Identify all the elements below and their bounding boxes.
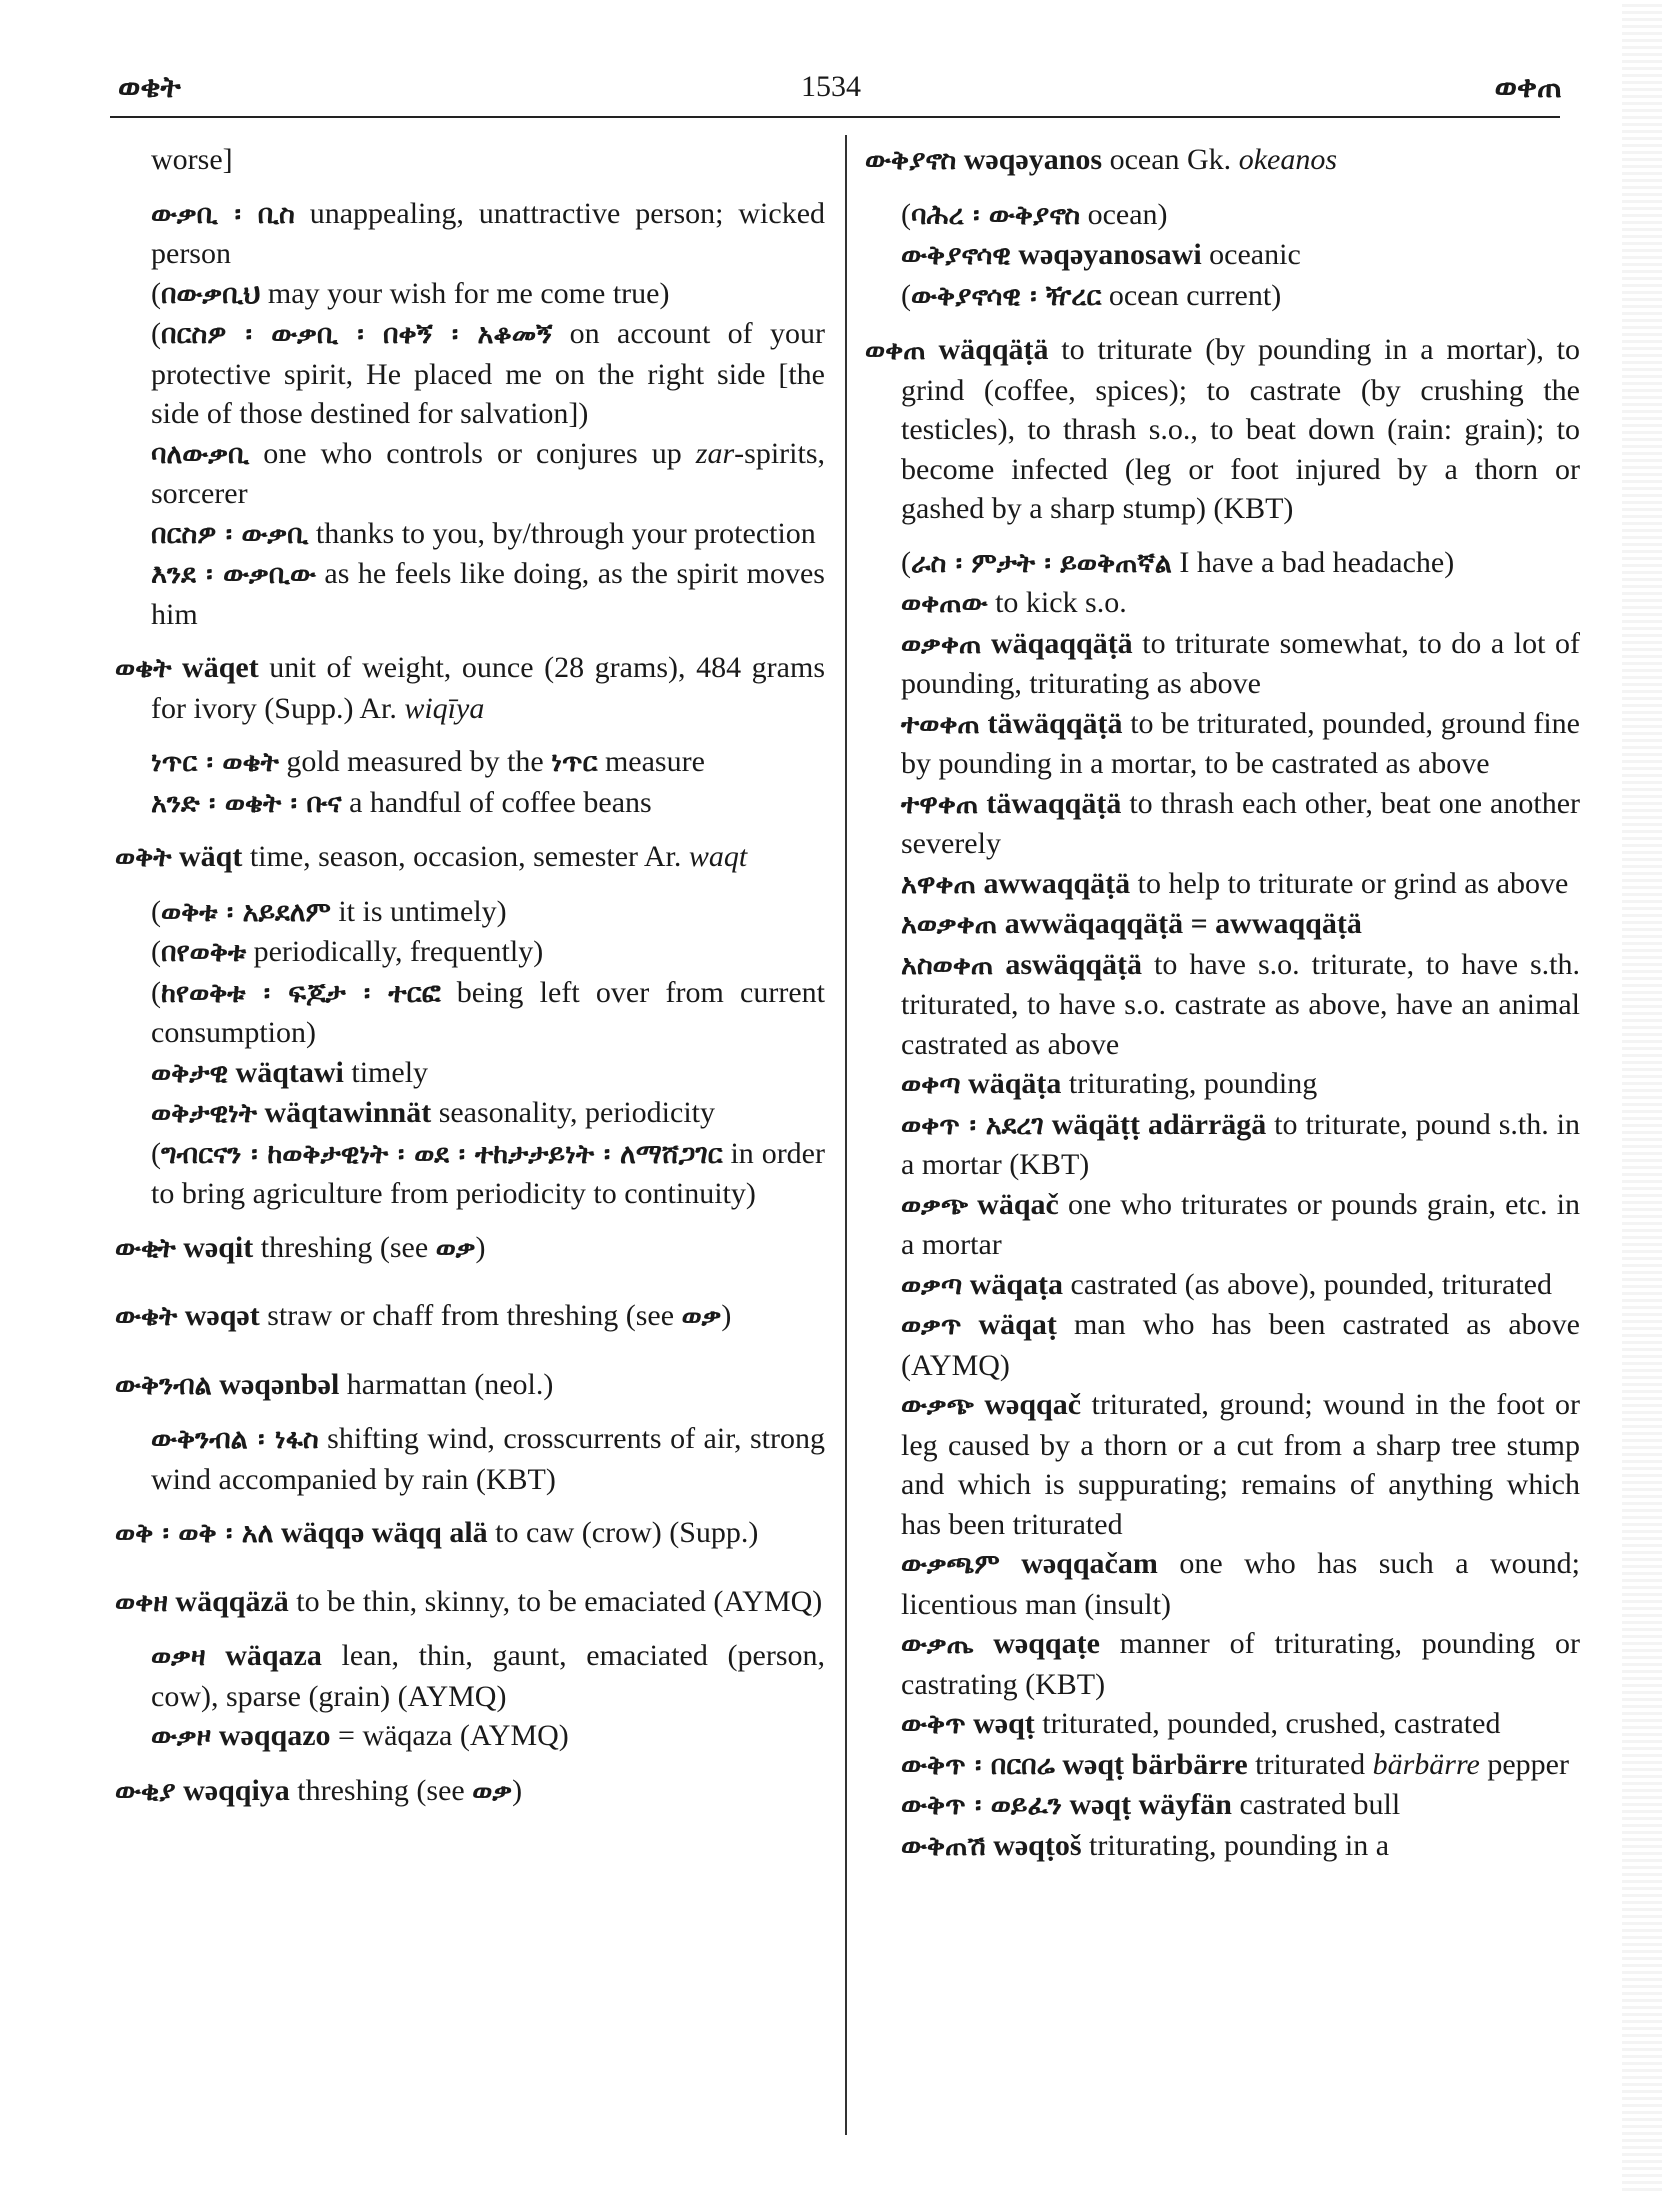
definition-text	[171, 840, 179, 873]
sub-entry	[115, 1636, 825, 1716]
sub-entry	[115, 892, 825, 933]
definition-text: threshing (see	[253, 1230, 436, 1264]
amharic-headword: ከየወቅቱ ፡ ፍጆታ ፡ ተርፎ	[161, 977, 441, 1009]
amharic-headword: በርስዎ ፡ ውቃቢ ፡ በቀኝ ፡ አቆመኝ	[161, 319, 553, 350]
transliteration: wəqṭ bärbärre	[1062, 1747, 1248, 1781]
transliteration: wəqqiya	[183, 1773, 290, 1807]
page-header	[0, 0, 1662, 150]
definition-text: one who controls or conjures up	[249, 436, 696, 470]
right-running-head: ወቀጠ	[1494, 70, 1562, 105]
sub-entry	[865, 1385, 1580, 1544]
definition-text: measure	[597, 745, 705, 778]
page-number: 1534	[801, 70, 861, 103]
definition-text	[228, 1056, 236, 1089]
sub-entry	[115, 140, 825, 180]
dictionary-entry	[115, 1228, 825, 1269]
dictionary-entry	[115, 1771, 825, 1812]
transliteration: aswäqqäṭä	[1005, 947, 1143, 981]
definition-text: )	[512, 1773, 523, 1807]
definition-text: to be thin, skinny, to be emaciated (AYMQ)	[288, 1584, 823, 1618]
transliteration: wäqqäṭä	[938, 333, 1049, 366]
transliteration: wəqqaṭe	[993, 1627, 1100, 1660]
transliteration: wäqäṭa	[968, 1067, 1062, 1100]
transliteration: wäqtawi	[235, 1055, 344, 1089]
amharic-headword: ውቅያኖሳዊ ፡ ዥረር	[911, 280, 1102, 312]
definition-text	[211, 1719, 219, 1752]
transliteration: wəqṭ	[973, 1707, 1035, 1740]
sub-entry	[115, 932, 825, 973]
sub-entry	[865, 543, 1580, 584]
definition-text: (	[901, 545, 911, 579]
amharic-headword: አዋቀጠ	[901, 868, 976, 900]
amharic-headword: ውቅያኖስ	[865, 145, 957, 176]
transliteration: awwäqaqqäṭä = awwaqqäṭä	[1004, 907, 1362, 940]
definition-text	[1000, 1547, 1021, 1580]
sub-entry	[865, 864, 1580, 905]
transliteration: wäqaṭa	[969, 1267, 1064, 1301]
amharic-headword: ውቅጠሽ	[901, 1830, 986, 1862]
amharic-headword: ውቄት	[115, 1301, 178, 1332]
transliteration: wäqqə wäqq alä	[280, 1516, 488, 1549]
definition-text: to kick s.o.	[987, 586, 1127, 619]
sub-entry	[865, 1305, 1580, 1385]
amharic-headword: ወቃዛ	[151, 1641, 206, 1672]
amharic-headword: ራስ ፡ ምታት ፡ ይወቅጠኛል	[911, 547, 1172, 579]
amharic-headword: ውቅጥ ፡ ወይፈን	[901, 1790, 1062, 1821]
definition-text: triturated, ground; wound in the foot or leg caused by a thorn or a cut from a sharp tree stump and which is suppurating; remains of anything which has been triturated	[901, 1388, 1580, 1541]
scan-margin	[1622, 0, 1662, 2191]
sub-entry	[865, 784, 1580, 864]
amharic-headword: ውቃቢ ፡ ቢስ	[151, 198, 295, 230]
definition-text: seasonality, periodicity	[431, 1096, 716, 1129]
right-column	[865, 140, 1580, 1866]
transliteration: wäqač	[977, 1187, 1059, 1221]
definition-text	[177, 1299, 185, 1332]
sub-entry	[865, 1064, 1580, 1105]
entry-spacer	[115, 1214, 825, 1228]
amharic-headword: ወቀጣ	[901, 1069, 961, 1100]
amharic-headword: ወቃ	[435, 1232, 476, 1264]
definition-text: a handful of coffee beans	[341, 785, 652, 819]
definition-text: unit of weight, ounce (28 grams), 484 grams for ivory (Supp.) Ar.	[151, 651, 825, 725]
dictionary-entry	[115, 1296, 825, 1337]
amharic-headword: ወቃጥ	[901, 1310, 962, 1341]
transliteration: wəqṭ wäyfän	[1069, 1788, 1232, 1821]
amharic-headword: ተወቀጠ	[901, 708, 980, 740]
definition-text	[961, 1067, 969, 1100]
definition-text: (	[151, 317, 161, 350]
sub-entry	[865, 904, 1580, 945]
definition-text	[962, 1268, 970, 1301]
definition-text	[206, 1639, 226, 1672]
definition-text: ocean Gk.	[1102, 143, 1239, 176]
definition-text	[968, 1188, 977, 1221]
sub-entry	[865, 1745, 1580, 1786]
amharic-headword: ውቅያኖሳዊ	[901, 240, 1011, 271]
amharic-headword: ወቀጠ	[865, 335, 926, 366]
definition-text: time, season, occasion, semester Ar.	[242, 840, 689, 873]
amharic-headword: ግብርናን ፡ ከወቅታዊነት ፡ ወደ ፡ ተከታታይነት ፡ ለማሸጋገር	[161, 1138, 723, 1170]
definition-text: ocean current)	[1101, 278, 1282, 312]
sub-entry	[115, 554, 825, 634]
definition-text: to caw (crow) (Supp.)	[487, 1516, 759, 1549]
definition-text: (	[151, 1136, 161, 1170]
definition-text: castrated (as above), pounded, triturated	[1063, 1267, 1552, 1301]
sub-entry	[115, 1093, 825, 1134]
definition-text: triturating, pounding	[1061, 1067, 1318, 1100]
amharic-headword: በውቃቢህ	[161, 278, 261, 310]
amharic-headword: ወቃጭ	[901, 1189, 969, 1221]
definition-text: -spirits, sorcerer	[151, 436, 825, 510]
transliteration: wəqqačam	[1021, 1547, 1158, 1580]
sub-entry	[865, 583, 1580, 624]
definition-text: triturated, pounded, crushed, castrated	[1034, 1707, 1501, 1740]
sub-entry	[115, 1716, 825, 1757]
definition-text: may your wish for me come true)	[260, 276, 670, 310]
sub-entry	[865, 1785, 1580, 1826]
entry-spacer	[115, 823, 825, 837]
definition-text: to triturate, pound s.th. in a mortar (KBT)	[901, 1107, 1580, 1181]
left-running-head: ወቄት	[118, 70, 181, 105]
transliteration: wäqtawinnät	[264, 1096, 432, 1129]
definition-text: castrated bull	[1231, 1788, 1401, 1821]
transliteration: wäqäṭṭ adärrägä	[1051, 1107, 1267, 1141]
amharic-headword: አስወቀጠ	[901, 949, 994, 981]
amharic-headword: ወቃቀጠ	[901, 628, 982, 660]
definition-text: to be triturated, pounded, ground fine by pounding in a mortar, to be castrated as above	[901, 706, 1580, 780]
entry-spacer	[115, 1351, 825, 1365]
entry-spacer	[115, 1568, 825, 1582]
amharic-headword: ወቄት	[115, 653, 172, 684]
amharic-headword: ወቅት	[115, 842, 172, 873]
definition-text: (	[151, 276, 161, 310]
definition-text: to have s.o. triturate, to have s.th. triturated, to have s.o. castrate as above, have an animal castrated as above	[901, 947, 1581, 1061]
dictionary-entry	[865, 330, 1580, 529]
sub-entry	[115, 274, 825, 315]
amharic-headword: ወቅቱ ፡ አይደለም	[161, 896, 331, 928]
transliteration: wəqəyanosawi	[1018, 238, 1202, 271]
sub-entry	[115, 194, 825, 274]
sub-entry	[115, 314, 825, 434]
sub-entry	[865, 1185, 1580, 1265]
amharic-headword: ነጥር	[551, 747, 598, 778]
sub-entry	[865, 704, 1580, 784]
sub-entry	[865, 945, 1580, 1065]
transliteration: täwäqqäṭä	[987, 706, 1123, 740]
amharic-headword: አንድ ፡ ወቄት ፡ ቡና	[151, 787, 342, 819]
definition-text: )	[475, 1230, 486, 1264]
etymology-italic: okeanos	[1238, 143, 1337, 176]
sub-entry	[115, 1053, 825, 1094]
definition-text: oceanic	[1201, 238, 1301, 271]
transliteration: wäqaza	[225, 1639, 322, 1672]
sub-entry	[115, 434, 825, 514]
amharic-headword: ወቅታዊ	[151, 1057, 229, 1089]
definition-text: periodically, frequently)	[246, 935, 544, 968]
sub-entry	[865, 624, 1580, 704]
definition-text: ocean)	[1080, 197, 1168, 231]
definition-text: straw or chaff from threshing (see	[259, 1299, 682, 1332]
transliteration: wəqit	[183, 1230, 254, 1264]
definition-text: triturating, pounding in a	[1081, 1828, 1390, 1862]
definition-text: on account of your protective spirit, He placed me on the right side [the side of those destined for salvation])	[151, 317, 825, 430]
definition-text: threshing (see	[289, 1773, 473, 1807]
definition-text	[956, 143, 964, 176]
definition-text: (	[901, 278, 911, 312]
amharic-headword: ውቂያ	[115, 1775, 176, 1807]
definition-text	[973, 1627, 993, 1660]
amharic-headword: ውቂት	[115, 1232, 176, 1264]
sub-entry	[115, 742, 825, 783]
amharic-headword: ባሕረ ፡ ውቅያኖስ	[911, 199, 1081, 231]
sub-entry	[865, 1826, 1580, 1867]
entry-spacer	[115, 1282, 825, 1296]
amharic-headword: ወቀዘ	[115, 1586, 168, 1618]
definition-text	[980, 707, 988, 740]
transliteration: wäqaṭ	[978, 1308, 1057, 1341]
definition-text: as he feels like doing, as the spirit moves him	[151, 557, 825, 631]
entry-spacer	[865, 316, 1580, 330]
dictionary-entry	[115, 648, 825, 728]
amharic-headword: ውቃጤ	[901, 1629, 974, 1660]
amharic-headword: ውቃጭ	[901, 1390, 974, 1421]
definition-text: being left over from current consumption)	[151, 975, 825, 1049]
sub-entry	[115, 514, 825, 555]
definition-text: to thrash each other, beat one another severely	[901, 786, 1580, 860]
sub-entry	[865, 1544, 1580, 1624]
amharic-headword: ነጥር ፡ ወቄት	[151, 747, 279, 778]
amharic-headword: ውቅንብል	[115, 1369, 212, 1401]
sub-entry	[865, 1704, 1580, 1745]
definition-text: one who has such a wound; licentious man (insult)	[901, 1547, 1581, 1621]
definition-text: to triturate somewhat, to do a lot of pounding, triturating as above	[901, 626, 1580, 700]
transliteration: täwaqqäṭä	[986, 786, 1122, 820]
definition-text: harmattan (neol.)	[339, 1367, 554, 1401]
definition-text: shifting wind, crosscurrents of air, strong wind accompanied by rain (KBT)	[151, 1422, 825, 1496]
definition-text	[981, 627, 991, 660]
definition-text: gold measured by the	[278, 745, 552, 778]
transliteration: wəqəyanos	[963, 143, 1103, 176]
definition-text: to triturate (by pounding in a mortar), to grind (coffee, spices); to castrate (by crushing the testicles), to thrash s.o., to beat down (rain: grain); to become infected (leg or foot injured by a thorn or gashed by a sharp stump) (KBT)	[901, 333, 1580, 525]
amharic-headword: ውቃዞ	[151, 1721, 212, 1752]
definition-text	[993, 948, 1005, 981]
definition-text: it is untimely)	[330, 894, 507, 928]
dictionary-entry	[115, 1513, 825, 1554]
definition-text	[974, 1388, 984, 1421]
amharic-headword: በየወቅቱ	[161, 937, 247, 968]
definition-text: to help to triturate or grind as above	[1130, 866, 1569, 900]
amharic-headword: በርስዎ ፡ ውቃቢ	[151, 518, 309, 550]
definition-text: (	[901, 197, 911, 231]
definition-text: timely	[343, 1055, 429, 1089]
definition-text: )	[721, 1299, 732, 1332]
etymology-italic: wiqīya	[404, 691, 485, 725]
amharic-headword: ተዋቀጠ	[901, 788, 979, 820]
sub-entry	[865, 276, 1580, 317]
dictionary-entry	[115, 837, 825, 878]
sub-entry	[115, 973, 825, 1053]
definition-text: unappealing, unattractive person; wicked person	[151, 196, 826, 270]
definition-text: in order to bring agriculture from periodicity to continuity)	[151, 1136, 825, 1210]
definition-text: one who triturates or pounds grain, etc. in a mortar	[901, 1187, 1581, 1261]
entry-spacer	[115, 1757, 825, 1771]
etymology-italic: bärbärre	[1372, 1747, 1480, 1781]
left-column	[115, 140, 825, 1825]
transliteration: wäqet	[182, 651, 259, 684]
definition-text: I have a bad headache)	[1171, 545, 1455, 579]
amharic-headword: ባለውቃቢ	[151, 438, 250, 470]
amharic-headword: ውቅንብል ፡ ነፋስ	[151, 1424, 319, 1455]
sub-entry	[865, 1105, 1580, 1185]
definition-text: pepper	[1479, 1747, 1569, 1781]
definition-text	[1044, 1108, 1052, 1141]
sub-entry	[865, 235, 1580, 276]
sub-entry	[115, 783, 825, 824]
dictionary-entry	[865, 140, 1580, 181]
header-rule	[110, 116, 1560, 118]
transliteration: awwaqqäṭä	[983, 866, 1131, 900]
amharic-headword: ወቅ ፡ ወቅ ፡ አለ	[115, 1518, 274, 1549]
transliteration: wəqqazo	[218, 1719, 331, 1752]
definition-text: worse]	[151, 143, 233, 176]
definition-text	[926, 333, 939, 366]
column-divider	[845, 135, 847, 2135]
definition-text: lean, thin, gaunt, emaciated (person, cow), sparse (grain) (AYMQ)	[151, 1639, 826, 1713]
definition-text: (	[151, 975, 161, 1009]
dictionary-entry	[115, 1365, 825, 1406]
sub-entry	[115, 1134, 825, 1214]
transliteration: wəqət	[184, 1299, 260, 1332]
definition-text	[176, 1774, 184, 1807]
transliteration: wäqqäzä	[175, 1584, 289, 1618]
amharic-headword: ወቀጥ ፡ አደረገ	[901, 1109, 1044, 1141]
amharic-headword: ወቃጣ	[901, 1269, 963, 1301]
amharic-headword: ወቅታዊነት	[151, 1098, 257, 1129]
etymology-italic: zar	[695, 436, 735, 470]
definition-text: thanks to you, by/through your protection	[308, 516, 816, 550]
amharic-headword: ውቅጥ ፡ በርበሬ	[901, 1749, 1055, 1781]
amharic-headword: ውቅጥ	[901, 1709, 966, 1740]
transliteration: wəqənbəl	[219, 1367, 340, 1401]
definition-text: triturated	[1247, 1747, 1373, 1781]
etymology-italic: waqt	[688, 840, 748, 873]
sub-entry	[865, 1624, 1580, 1704]
amharic-headword: ወቃ	[472, 1775, 513, 1807]
definition-text: = wäqaza (AYMQ)	[330, 1719, 569, 1752]
definition-text: (	[151, 935, 161, 968]
definition-text	[273, 1516, 281, 1549]
definition-text	[961, 1308, 978, 1341]
dictionary-entry	[115, 1582, 825, 1623]
transliteration: wəqqač	[984, 1388, 1082, 1421]
amharic-headword: ውቃጫም	[901, 1549, 1000, 1580]
entry-spacer	[115, 634, 825, 648]
amharic-headword: እንደ ፡ ውቃቢው	[151, 559, 316, 590]
transliteration: wäqt	[178, 840, 243, 873]
transliteration: wäqaqqäṭä	[990, 626, 1133, 660]
sub-entry	[865, 1265, 1580, 1306]
entry-spacer	[115, 1499, 825, 1513]
transliteration: wəqṭoš	[993, 1828, 1082, 1862]
definition-text: (	[151, 894, 161, 928]
definition-text	[966, 1707, 974, 1740]
sub-entry	[115, 1419, 825, 1499]
definition-text: manner of triturating, pounding or castrating (KBT)	[901, 1627, 1580, 1701]
sub-entry	[865, 195, 1580, 236]
definition-text: man who has been castrated as above (AYMQ)	[901, 1308, 1580, 1382]
amharic-headword: ወቃ	[681, 1301, 722, 1332]
definition-text	[171, 651, 182, 684]
definition-text	[997, 907, 1005, 940]
amharic-headword: ወቀጠው	[901, 588, 988, 619]
amharic-headword: አወቃቀጠ	[901, 909, 998, 940]
